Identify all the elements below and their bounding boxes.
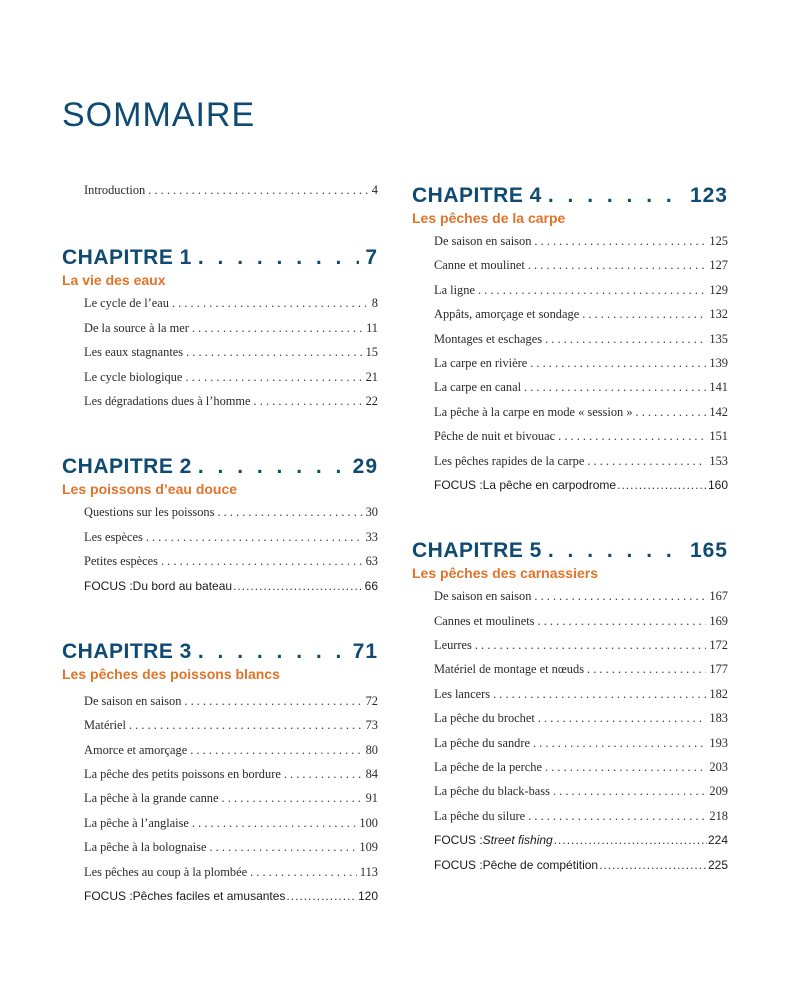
toc-entry-page: 167	[709, 589, 728, 604]
focus-label: Du bord au bateau	[132, 578, 233, 593]
leader-dots	[582, 307, 706, 322]
toc-entry-page: 142	[709, 404, 728, 419]
chapter-subtitle: Les pêches de la carpe	[412, 210, 566, 226]
chapter-page: 29	[352, 455, 378, 479]
leader-dots	[533, 736, 706, 751]
toc-entry[interactable]	[434, 662, 728, 686]
leader-dots	[538, 614, 707, 629]
toc-entry-page: 177	[709, 662, 728, 677]
toc-entry-label: Amorce et amorçage	[84, 742, 188, 757]
chapter-5	[412, 538, 728, 882]
leader-dots	[478, 283, 706, 298]
chapter-page: 123	[689, 184, 728, 207]
toc-entry-label: La pêche du silure	[434, 808, 526, 823]
toc-entry-label: La pêche à la bolognaise	[84, 840, 207, 855]
leader-dots	[186, 345, 363, 360]
chapter-heading[interactable]	[412, 538, 728, 564]
toc-entry-page: 125	[709, 234, 728, 248]
toc-entry-page: 113	[359, 864, 378, 879]
toc-entry[interactable]	[84, 743, 378, 767]
toc-entry-label: De saison en saison	[434, 234, 532, 248]
toc-entry-label: Pêche de nuit et bivouac	[434, 429, 556, 444]
toc-entry-label: Matériel	[84, 718, 126, 733]
toc-entry-page: 11	[366, 320, 378, 335]
toc-entry[interactable]	[434, 283, 728, 307]
focus-page: 66	[364, 578, 378, 593]
toc-entry-label: Les espèces	[84, 529, 143, 544]
focus-entry[interactable]	[434, 478, 728, 502]
leader-dots	[587, 454, 706, 469]
focus-page: 224	[707, 833, 728, 848]
toc-entry-page: 22	[365, 393, 378, 408]
chapter-heading[interactable]	[62, 639, 378, 665]
toc-entry[interactable]	[84, 345, 378, 369]
leader-dots	[587, 662, 706, 677]
chapter-page: 165	[689, 539, 728, 563]
toc-entry-page: 91	[365, 791, 378, 806]
leader-dots	[548, 538, 684, 564]
toc-entry-label: De saison en saison	[84, 693, 182, 708]
leader-dots	[545, 332, 706, 347]
toc-entry[interactable]	[434, 638, 728, 662]
leader-dots	[161, 554, 363, 569]
chapter-2	[62, 454, 378, 603]
leader-dots	[146, 530, 363, 545]
chapter-4	[412, 183, 728, 502]
toc-entry-page: 73	[365, 718, 378, 733]
leader-dots	[198, 639, 347, 665]
toc-entry[interactable]	[84, 767, 378, 791]
leader-dots	[545, 760, 706, 775]
toc-entry[interactable]	[84, 370, 378, 394]
toc-entry-page: 33	[365, 529, 378, 544]
leader-dots	[636, 405, 707, 420]
toc-entry[interactable]	[84, 321, 378, 345]
toc-entry-label: Leurres	[434, 638, 472, 653]
toc-entry-page: 8	[371, 296, 378, 311]
toc-entry-label: Les pêches rapides de la carpe	[434, 453, 585, 468]
toc-entry-label: Les lancers	[434, 686, 491, 701]
toc-entry[interactable]	[434, 429, 728, 453]
toc-entry-label: Petites espèces	[84, 554, 158, 569]
toc-entry-label: Les eaux stagnantes	[84, 345, 184, 360]
toc-entry-page: 127	[709, 258, 728, 273]
toc-entry-page: 129	[709, 282, 728, 297]
chapter-1	[62, 245, 378, 418]
focus-prefix: FOCUS :	[434, 477, 483, 492]
chapter-subtitle: La vie des eaux	[62, 272, 166, 289]
toc-entry[interactable]	[434, 809, 728, 833]
leader-dots	[217, 505, 362, 520]
toc-entry-label: Les dégradations dues à l’homme	[84, 393, 251, 408]
focus-label: Pêche de compétition	[482, 857, 599, 872]
toc-entry[interactable]	[84, 505, 378, 529]
leader-dots	[553, 784, 706, 799]
toc-entry-page: 209	[709, 784, 728, 799]
toc-entry[interactable]	[84, 554, 378, 578]
leader-dots	[254, 394, 363, 409]
leader-dots	[617, 478, 707, 492]
toc-entry-page: 15	[365, 345, 378, 360]
leader-dots	[192, 816, 356, 831]
chapter-title: CHAPITRE 5	[412, 539, 542, 563]
toc-entry[interactable]	[434, 234, 728, 258]
chapter-heading[interactable]	[62, 454, 378, 480]
toc-entry-page: 100	[359, 815, 378, 830]
toc-entry[interactable]	[434, 589, 728, 613]
toc-entry[interactable]	[84, 394, 378, 418]
leader-dots	[548, 183, 684, 209]
focus-page: 160	[707, 477, 728, 492]
toc-entry[interactable]	[84, 840, 378, 864]
chapter-page: 7	[365, 246, 378, 270]
toc-entry-label: Questions sur les poissons	[84, 505, 215, 520]
leader-dots	[129, 718, 363, 733]
toc-entry-label: La pêche du sandre	[434, 735, 530, 750]
leader-dots	[599, 858, 707, 872]
toc-entry-label: La pêche à l’anglaise	[84, 815, 189, 830]
toc-entry[interactable]	[434, 380, 728, 404]
toc-entry-page: 132	[709, 307, 728, 322]
leader-dots	[198, 454, 347, 480]
leader-dots	[558, 429, 706, 444]
toc-entry-page: 4	[371, 183, 378, 197]
toc-entry-label: La carpe en canal	[434, 380, 522, 395]
toc-entry[interactable]	[434, 307, 728, 331]
toc-entry[interactable]	[84, 530, 378, 554]
leader-dots	[534, 234, 706, 249]
leader-dots	[185, 370, 362, 385]
toc-entry-label: Appâts, amorçage et sondage	[434, 307, 580, 322]
toc-entry-page: 151	[709, 429, 728, 444]
toc-entry[interactable]	[434, 454, 728, 478]
toc-entry-page: 80	[365, 742, 378, 757]
focus-prefix: FOCUS :	[84, 889, 133, 904]
focus-entry[interactable]	[84, 889, 378, 913]
chapter-subtitle: Les poissons d’eau douce	[62, 481, 238, 498]
toc-entry[interactable]	[434, 332, 728, 356]
leader-dots	[190, 743, 362, 758]
leader-dots	[286, 889, 357, 903]
focus-label: La pêche en carpodrome	[482, 477, 617, 492]
toc-entry-page: 218	[709, 808, 728, 823]
leader-dots	[528, 809, 706, 824]
toc-entry[interactable]	[434, 405, 728, 429]
toc-entry-label: Les pêches au coup à la plombée	[84, 864, 248, 879]
leader-dots	[538, 711, 707, 726]
chapter-subtitle: Les pêches des carnassiers	[412, 565, 599, 582]
toc-entry-label: La carpe en rivière	[434, 355, 528, 370]
toc-entry-label: Le cycle de l’eau	[84, 296, 169, 311]
toc-entry-page: 109	[359, 840, 378, 855]
toc-entry[interactable]	[84, 296, 378, 320]
focus-entry[interactable]	[434, 833, 728, 857]
toc-entry-page: 141	[709, 380, 728, 395]
toc-entry[interactable]	[434, 711, 728, 735]
leader-dots	[233, 579, 364, 593]
toc-entry-page: 203	[709, 760, 728, 775]
chapter-heading[interactable]	[412, 183, 728, 209]
chapter-title: CHAPITRE 4	[412, 184, 542, 207]
toc-entry-label: Matériel de montage et nœuds	[434, 662, 585, 677]
toc-entry-label: La pêche des petits poissons en bordure	[84, 767, 281, 782]
toc-entry-label: Introduction	[84, 183, 146, 197]
leader-dots	[554, 833, 707, 847]
toc-entry-label: Le cycle biologique	[84, 369, 183, 384]
chapter-3	[62, 639, 378, 914]
toc-entry[interactable]	[434, 687, 728, 711]
chapter-title: CHAPITRE 1	[62, 246, 192, 270]
toc-entry-page: 182	[709, 686, 728, 701]
toc-entry-page: 183	[709, 711, 728, 726]
toc-entry-introduction[interactable]	[84, 183, 378, 207]
toc-entry-page: 135	[709, 331, 728, 346]
toc-entry-label: La pêche à la grande canne	[84, 791, 219, 806]
toc-entry-page: 30	[365, 505, 378, 520]
toc-right-column	[412, 183, 728, 882]
toc-entry[interactable]	[84, 791, 378, 815]
toc-entry-label: Montages et eschages	[434, 331, 543, 346]
toc-entry-label: La pêche du black-bass	[434, 784, 550, 799]
focus-label: Street fishing	[482, 833, 553, 848]
toc-entry-label: La pêche du brochet	[434, 711, 535, 726]
focus-page: 225	[707, 857, 728, 872]
toc-entry-page: 139	[709, 355, 728, 370]
focus-page: 120	[357, 889, 378, 904]
page-title: SOMMAIRE	[62, 96, 256, 134]
leader-dots	[493, 687, 706, 702]
toc-entry-page: 21	[365, 369, 378, 384]
toc-entry-label: De la source à la mer	[84, 320, 189, 335]
toc-left-column	[62, 183, 378, 913]
focus-prefix: FOCUS :	[434, 857, 483, 872]
chapter-page: 71	[352, 639, 378, 663]
chapter-subtitle: Les pêches des poissons blancs	[62, 665, 280, 682]
toc-entry[interactable]	[434, 784, 728, 808]
leader-dots	[222, 791, 363, 806]
chapter-heading[interactable]	[62, 245, 378, 271]
leader-dots	[250, 865, 357, 880]
toc-entry-page: 72	[365, 693, 378, 708]
leader-dots	[284, 767, 363, 782]
toc-entry-page: 193	[709, 735, 728, 750]
toc-entry[interactable]	[434, 760, 728, 784]
chapter-title: CHAPITRE 2	[62, 455, 192, 479]
toc-entry[interactable]	[434, 736, 728, 760]
toc-entry-label: Cannes et moulinets	[434, 613, 535, 628]
leader-dots	[209, 840, 356, 855]
focus-label: Pêches faciles et amusantes	[132, 889, 286, 904]
toc-entry[interactable]	[434, 258, 728, 282]
toc-entry-label: Canne et moulinet	[434, 258, 525, 273]
leader-dots	[192, 321, 363, 336]
leader-dots	[524, 380, 706, 395]
leader-dots	[528, 258, 707, 273]
toc-entry-label: La pêche à la carpe en mode « session »	[434, 404, 633, 419]
toc-entry-label: La ligne	[434, 282, 475, 297]
toc-entry-page: 63	[365, 554, 378, 569]
leader-dots	[172, 296, 369, 311]
toc-entry-label: La pêche de la perche	[434, 760, 543, 775]
toc-entry[interactable]	[84, 694, 378, 718]
leader-dots	[530, 356, 706, 371]
toc-entry[interactable]	[84, 816, 378, 840]
toc-entry-page: 169	[709, 613, 728, 628]
focus-prefix: FOCUS :	[434, 833, 483, 848]
focus-prefix: FOCUS :	[84, 578, 133, 593]
toc-entry-page: 84	[365, 767, 378, 782]
leader-dots	[534, 589, 706, 604]
leader-dots	[198, 245, 359, 271]
toc-entry[interactable]	[434, 614, 728, 638]
leader-dots	[184, 694, 362, 709]
toc-entry-label: De saison en saison	[434, 589, 532, 604]
toc-entry-page: 153	[709, 453, 728, 468]
leader-dots	[148, 183, 369, 198]
toc-entry[interactable]	[84, 718, 378, 742]
focus-entry[interactable]	[84, 579, 378, 603]
leader-dots	[475, 638, 707, 653]
toc-entry-page: 172	[709, 638, 728, 653]
focus-entry[interactable]	[434, 858, 728, 882]
toc-entry[interactable]	[434, 356, 728, 380]
chapter-title: CHAPITRE 3	[62, 639, 192, 663]
toc-entry[interactable]	[84, 865, 378, 889]
